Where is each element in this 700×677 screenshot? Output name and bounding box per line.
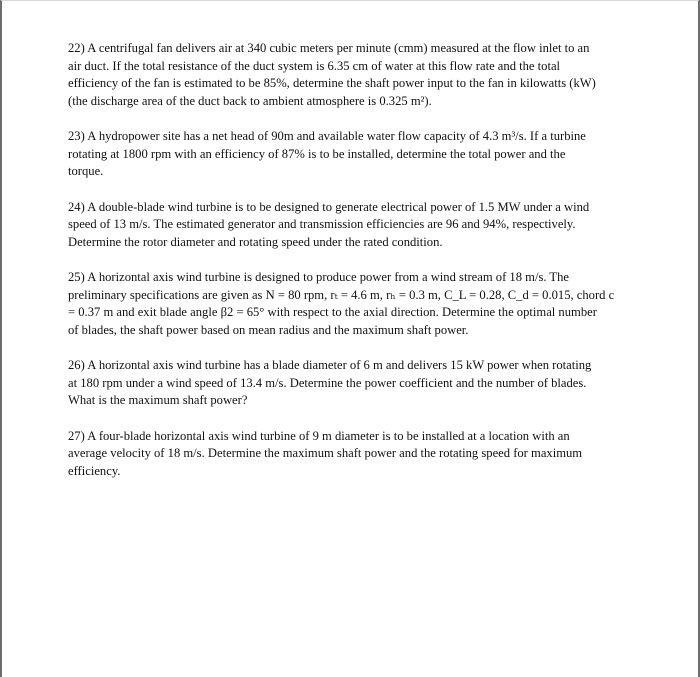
problem-line: speed of 13 m/s. The estimated generator and transmission efficiencies are 96 and 94%, respectively. [68,217,576,231]
problem-23 [68,128,640,181]
problem-line [68,128,640,146]
problem-line: air duct. If the total resistance of the duct system is 6.35 cm of water at this flow rate and the total [68,58,561,73]
problem-number: 24) [68,199,85,214]
problem-line [68,40,640,58]
problem-line [68,357,640,375]
problem-line: What is the maximum shaft power? [68,393,248,407]
problem-line: rotating at 1800 rpm with an efficiency of 87% is to be installed, determine the total power and the [68,146,566,161]
problem-25 [68,269,640,339]
problem-line: preliminary specifications are given as N = 80 rpm, rₜ = 4.6 m, rₕ = 0.3 m, C_L = 0.28, C_d = 0.015, chord c [68,287,615,302]
problem-line: torque. [68,164,104,178]
problem-text: A hydropower site has a net head of 90m and available water flow capacity of 4.3 m³/s. If a turbine [87,129,586,143]
problem-line: Determine the rotor diameter and rotating speed under the rated condition. [68,234,443,249]
problem-text: A horizontal axis wind turbine is designed to produce power from a wind stream of 18 m/s. The [87,270,569,284]
problem-line: at 180 rpm under a wind speed of 13.4 m/s. Determine the power coefficient and the number of blades. [68,375,587,390]
problem-27 [68,428,640,481]
problem-22 [68,40,640,110]
problem-line [68,269,640,287]
problem-text: A double-blade wind turbine is to be designed to generate electrical power of 1.5 MW under a wind [87,199,590,214]
problem-number: 22) [68,41,85,55]
problem-line: average velocity of 18 m/s. Determine the maximum shaft power and the rotating speed for maximum [68,446,583,460]
problem-line: efficiency. [68,463,121,478]
problem-number: 25) [68,270,85,284]
problem-text: A four-blade horizontal axis wind turbine of 9 m diameter is to be installed at a location with an [87,428,570,443]
problem-text: A centrifugal fan delivers air at 340 cubic meters per minute (cmm) measured at the flow inlet to an [87,41,590,55]
problem-line: of blades, the shaft power based on mean radius and the maximum shaft power. [68,322,469,337]
problem-26 [68,357,640,410]
problem-line: (the discharge area of the duct back to ambient atmosphere is 0.325 m²). [68,93,432,108]
problem-line: efficiency of the fan is estimated to be 85%, determine the shaft power input to the fan in kilowatts (kW) [68,76,596,90]
problem-line: = 0.37 m and exit blade angle β2 = 65° with respect to the axial direction. Determine the optimal number [68,305,597,319]
problem-number: 23) [68,129,85,143]
problem-number: 27) [68,428,85,443]
problem-text: A horizontal axis wind turbine has a blade diameter of 6 m and delivers 15 kW power when rotating [87,358,592,372]
problem-24 [68,199,640,252]
problem-line [68,199,640,217]
problem-list [68,40,640,498]
problem-line [68,428,640,446]
problem-number: 26) [68,358,85,372]
